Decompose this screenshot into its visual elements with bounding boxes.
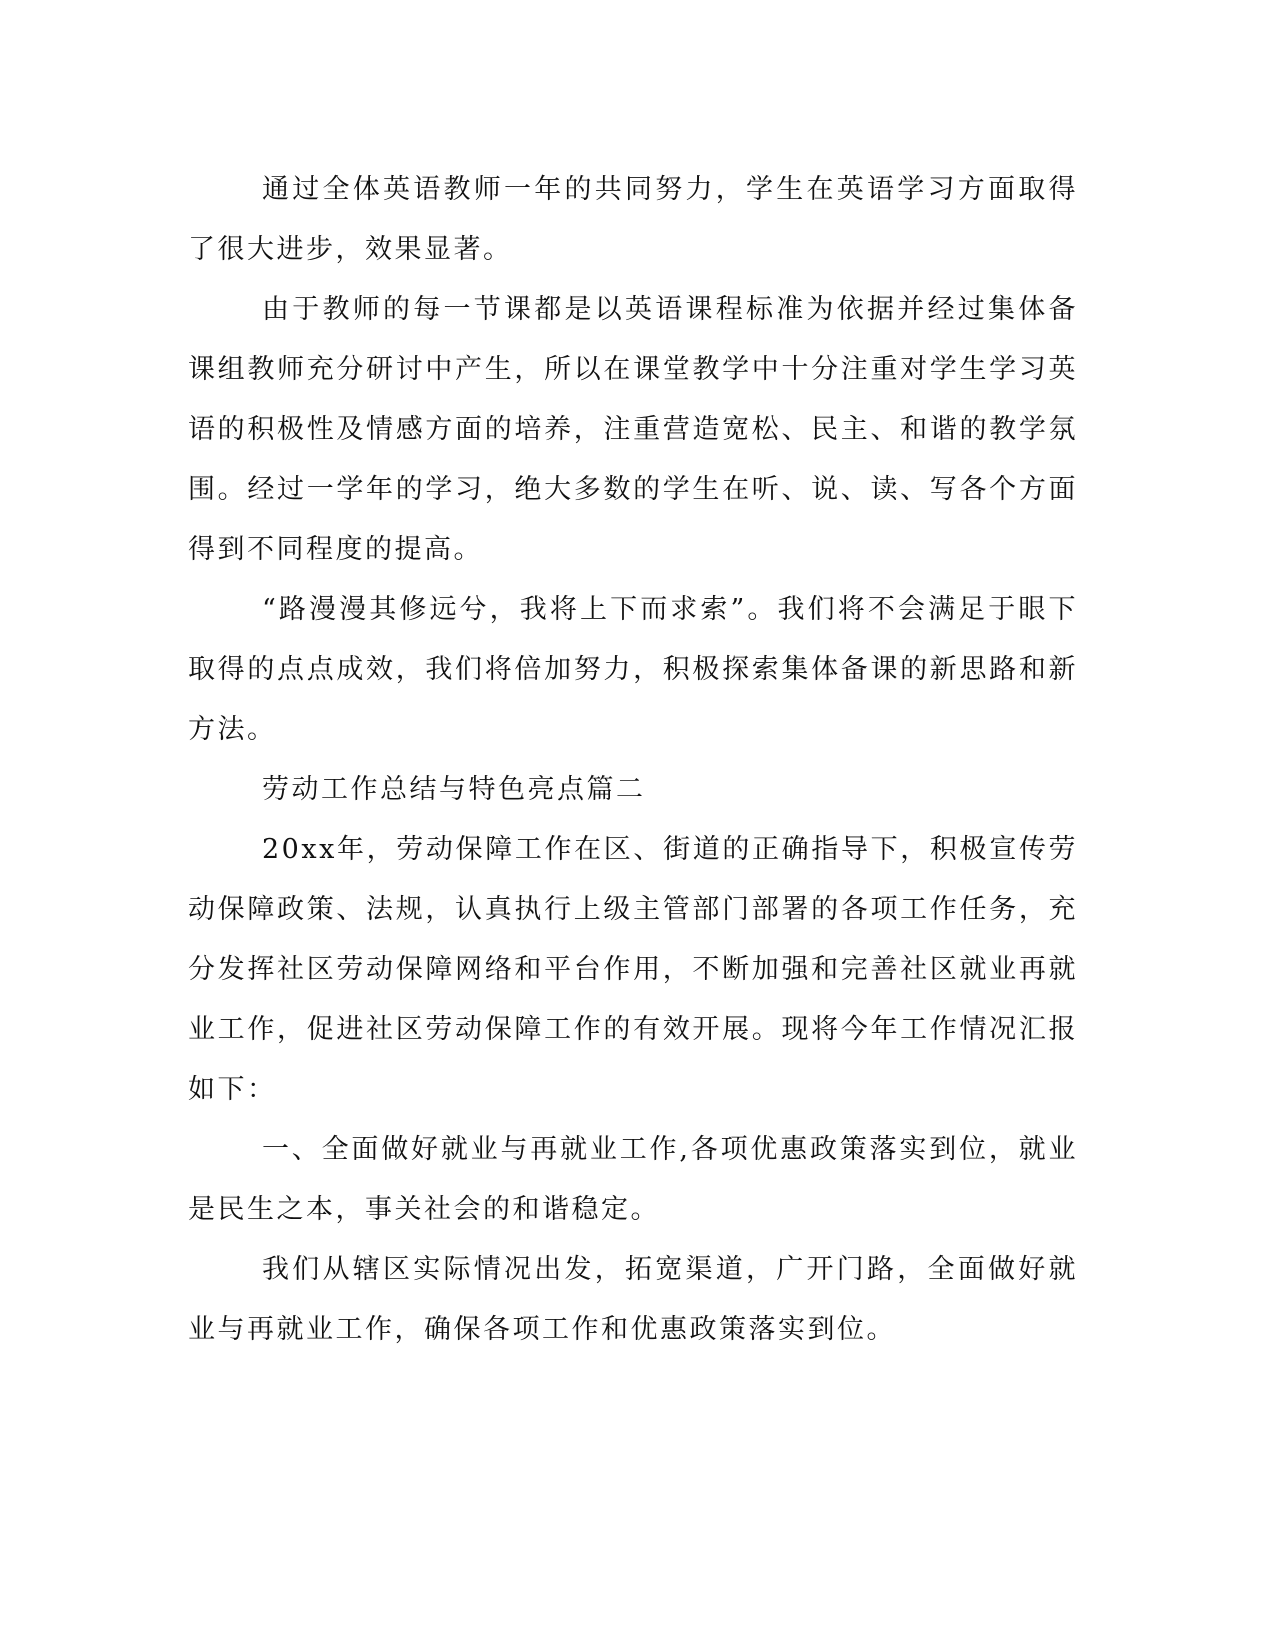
paragraph-intro-result: 通过全体英语教师一年的共同努力，学生在英语学习方面取得了很大进步，效果显著。: [188, 174, 1078, 265]
paragraph-outlook: “路漫漫其修远兮，我将上下而求索”。我们将不会满足于眼下取得的点点成效，我们将倍加努力，积极探索集体备课的新思路和新方法。: [188, 594, 1078, 745]
paragraph-employment-measures: 我们从辖区实际情况出发，拓宽渠道，广开门路，全面做好就业与再就业工作，确保各项工作和优惠政策落实到位。: [188, 1254, 1078, 1345]
document-body: [188, 160, 1078, 1360]
paragraph-labor-overview: 20xx年，劳动保障工作在区、街道的正确指导下，积极宣传劳动保障政策、法规，认真执行上级主管部门部署的各项工作任务，充分发挥社区劳动保障网络和平台作用，不断加强和完善社区就业再就业工作，促进社区劳动保障工作的有效开展。现将今年工作情况汇报如下：: [188, 834, 1078, 1105]
section-title: 劳动工作总结与特色亮点篇二: [262, 774, 646, 805]
paragraph-teaching-method: 由于教师的每一节课都是以英语课程标准为依据并经过集体备课组教师充分研讨中产生，所以在课堂教学中十分注重对学生学习英语的积极性及情感方面的培养，注重营造宽松、民主、和谐的教学氛围。经过一学年的学习，绝大多数的学生在听、说、读、写各个方面得到不同程度的提高。: [188, 294, 1078, 565]
paragraph-employment-point-one: 一、全面做好就业与再就业工作,各项优惠政策落实到位，就业是民生之本，事关社会的和谐稳定。: [188, 1134, 1078, 1225]
